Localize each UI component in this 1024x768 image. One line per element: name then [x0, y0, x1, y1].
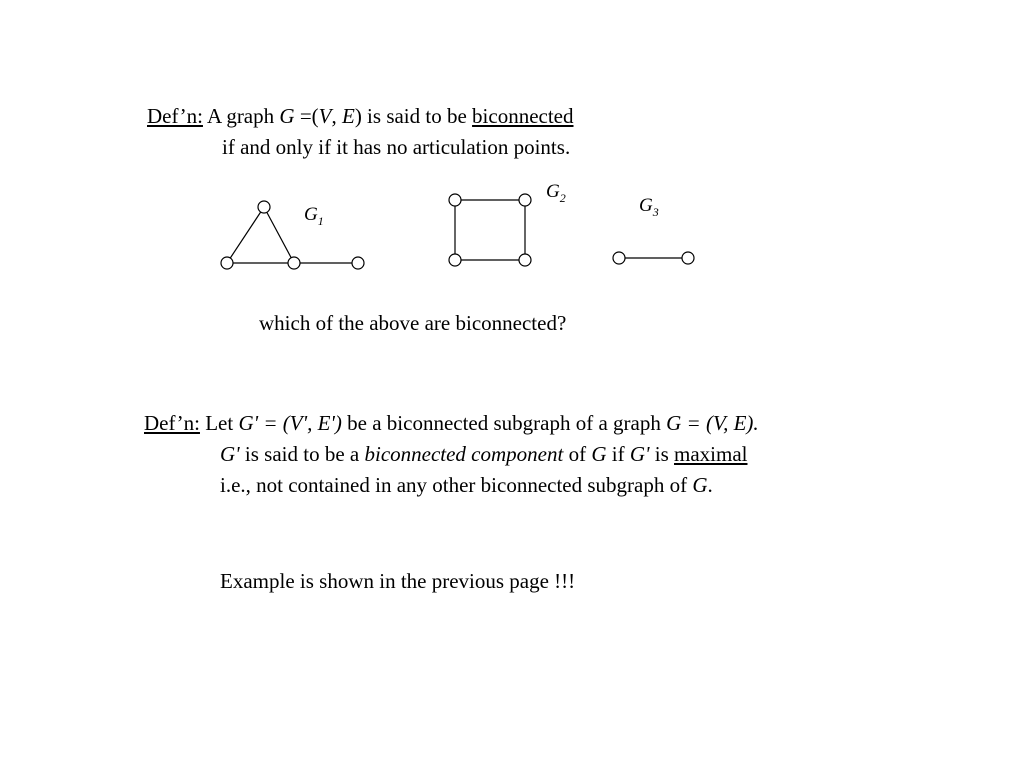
- g3-label-letter: G: [639, 195, 653, 216]
- graph-g3: [613, 252, 694, 264]
- definition-2-line-1: [144, 413, 759, 434]
- definition-2-line-3: [220, 475, 713, 496]
- def2-l3-period: .: [707, 473, 713, 497]
- g1-label-subscript: 1: [317, 213, 324, 228]
- def1-comma: ,: [331, 104, 342, 128]
- def2-l3-G: G: [692, 473, 708, 497]
- g1-vertex: [352, 257, 364, 269]
- example-note: Example is shown in the previous page !!!: [220, 569, 576, 593]
- graph-label-g1: [304, 205, 324, 227]
- graph-g2: [449, 194, 531, 266]
- definition-2-heading: Def’n:: [144, 411, 200, 435]
- def2-l2-G: G: [591, 442, 607, 466]
- def2-text-a: be a biconnected subgraph of a graph: [341, 411, 667, 435]
- def2-gprime-a: G': [220, 442, 240, 466]
- g1-vertex: [221, 257, 233, 269]
- def1-text-b: =(: [294, 104, 319, 128]
- graph-label-g3: [639, 196, 659, 218]
- graph-g1: [221, 201, 364, 269]
- g3-vertex: [682, 252, 694, 264]
- def2-let: Let: [199, 411, 239, 435]
- question-text: which of the above are biconnected?: [259, 311, 567, 335]
- definition-1-line-2: if and only if it has no articulation points.: [222, 135, 571, 159]
- def1-text-c: ) is said to be: [354, 104, 473, 128]
- def2-l2-text-c: if: [606, 442, 630, 466]
- def2-l2-text-a: is said to be a: [239, 442, 365, 466]
- graph-label-g2: [546, 182, 566, 204]
- def2-g: G = (V, E).: [666, 411, 759, 435]
- g2-vertex: [449, 254, 461, 266]
- definition-1-heading: Def’n:: [147, 104, 203, 128]
- g3-label-subscript: 3: [652, 204, 659, 219]
- def1-V: V: [318, 104, 332, 128]
- biconnected-component-term: biconnected component: [364, 442, 564, 466]
- g1-vertex: [258, 201, 270, 213]
- g1-edge: [264, 207, 294, 263]
- def2-l2-text-d: is: [649, 442, 675, 466]
- biconnected-term: biconnected: [472, 104, 574, 128]
- g2-vertex: [449, 194, 461, 206]
- g2-label-subscript: 2: [559, 190, 566, 205]
- def2-l3-text: i.e., not contained in any other biconnected subgraph of: [220, 473, 693, 497]
- g1-vertex: [288, 257, 300, 269]
- def1-text-a: A graph: [202, 104, 280, 128]
- def2-gprime: G' = (V', E'): [238, 411, 342, 435]
- g2-label-letter: G: [546, 181, 560, 202]
- g2-vertex: [519, 194, 531, 206]
- g1-edge: [227, 207, 264, 263]
- g2-vertex: [519, 254, 531, 266]
- maximal-term: maximal: [674, 442, 748, 466]
- def1-G: G: [279, 104, 295, 128]
- def1-E: E: [341, 104, 355, 128]
- def2-gprime-b: G': [629, 442, 650, 466]
- definition-2-line-2: [220, 444, 748, 465]
- g1-label-letter: G: [304, 204, 318, 225]
- def2-l2-text-b: of: [563, 442, 592, 466]
- g3-vertex: [613, 252, 625, 264]
